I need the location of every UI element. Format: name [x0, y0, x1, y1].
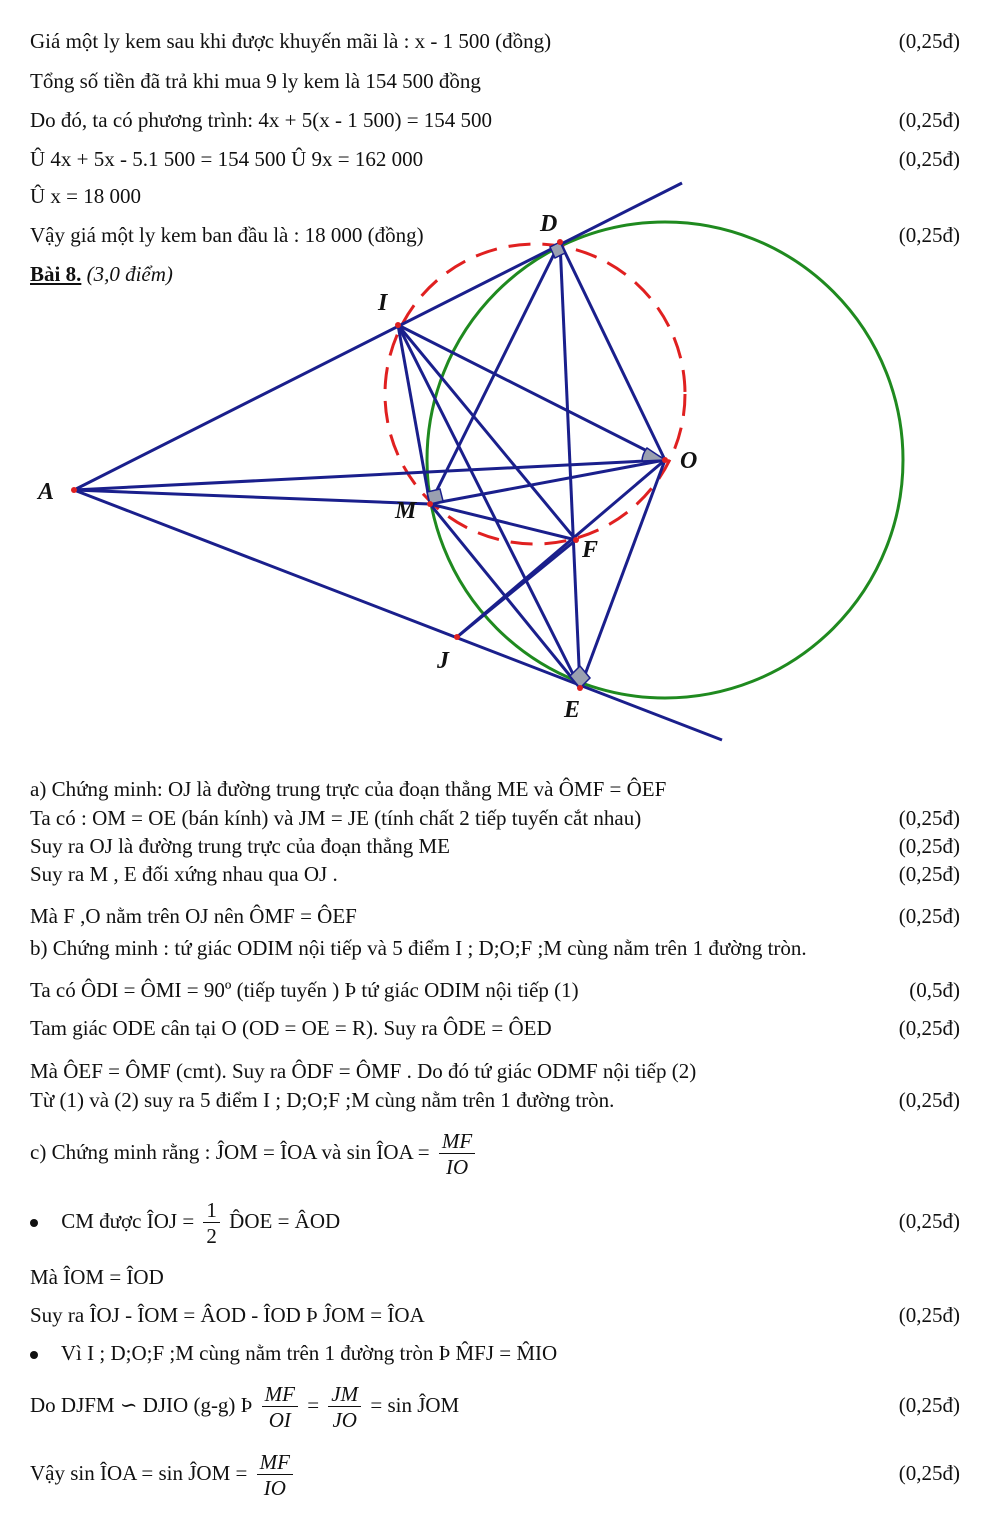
fraction-mf-oi	[262, 1382, 298, 1433]
solution-line: Do đó, ta có phương trình: 4x + 5(x - 1 500) = 154 500	[30, 108, 493, 132]
problem-points: (3,0 điểm)	[86, 262, 173, 286]
fraction-mf-io	[257, 1450, 293, 1501]
fraction-numerator: JM	[328, 1382, 361, 1407]
fraction-numerator: 1	[203, 1198, 220, 1223]
bullet-icon	[30, 1219, 38, 1227]
solution-line: Vậy giá một ly kem ban đầu là : 18 000 (đồng)	[30, 223, 424, 247]
part-a-line: Ta có : OM = OE (bán kính) và JM = JE (tính chất 2 tiếp tuyến cắt nhau)	[30, 806, 642, 830]
score: (0,25đ)	[898, 1393, 960, 1417]
label-j: J	[437, 648, 449, 674]
part-c-text: = sin ĴOM	[370, 1393, 460, 1417]
score: (0,25đ)	[898, 834, 960, 858]
fraction-denominator: 2	[206, 1223, 217, 1248]
part-c-text: Vì I ; D;O;F ;M cùng nằm trên 1 đường tròn Þ M̂FJ = M̂IO	[60, 1341, 558, 1365]
part-c-heading	[30, 1124, 479, 1180]
part-c-bullet-2	[30, 1340, 557, 1366]
fraction-mf-io	[439, 1129, 475, 1180]
point-i	[395, 322, 401, 328]
geometry-figure	[0, 0, 1000, 760]
point-o	[662, 457, 668, 463]
problem-title: Bài 8.	[30, 262, 82, 286]
label-m: M	[395, 498, 417, 524]
part-c-text: Do DJFM ∽ DJIO (g-g) Þ	[30, 1393, 253, 1417]
part-a-line: Suy ra M , E đối xứng nhau qua OJ .	[30, 862, 338, 886]
part-b-line: Ta có ÔDI = ÔMI = 90º (tiếp tuyến ) Þ tứ giác ODIM nội tiếp (1)	[30, 978, 579, 1002]
label-d: D	[540, 211, 558, 237]
solution-line: Û x = 18 000	[30, 184, 142, 208]
point-a	[71, 487, 77, 493]
score: (0,25đ)	[898, 147, 960, 171]
part-a-line: Suy ra OJ là đường trung trực của đoạn thẳng ME	[30, 834, 450, 858]
segment-if	[398, 325, 576, 540]
part-c-text: Vậy sin ÎOA = sin ĴOM =	[30, 1461, 248, 1485]
fraction-numerator: MF	[262, 1382, 298, 1407]
point-f	[573, 537, 579, 543]
score: (0,25đ)	[898, 862, 960, 886]
segment-am	[74, 490, 430, 504]
part-b-heading: b) Chứng minh : tứ giác ODIM nội tiếp và 5 điểm I ; D;O;F ;M cùng nằm trên 1 đường tròn.	[30, 936, 807, 960]
score: (0,25đ)	[898, 1461, 960, 1485]
label-f: F	[582, 537, 599, 563]
segment-ie	[398, 325, 580, 688]
part-b-line: Tam giác ODE cân tại O (OD = OE = R). Suy ra ÔDE = ÔED	[30, 1016, 552, 1040]
fraction-denominator: IO	[263, 1475, 286, 1500]
score: (0,25đ)	[898, 223, 960, 247]
segment-im	[398, 325, 430, 504]
part-c-heading-text: c) Chứng minh rằng : ĴOM = ÎOA và sin ÎOA =	[30, 1140, 430, 1164]
bullet-icon	[30, 1351, 38, 1359]
fraction-denominator: OI	[268, 1407, 291, 1432]
point-e	[577, 685, 583, 691]
segment-ao	[74, 460, 665, 490]
part-c-text: D̂OE = ÂOD	[229, 1209, 341, 1233]
score: (0,5đ)	[909, 978, 960, 1002]
fraction-one-half	[203, 1198, 220, 1249]
solution-line: Tổng số tiền đã trả khi mua 9 ly kem là 154 500 đồng	[30, 69, 481, 93]
part-c-line: Suy ra ÎOJ - ÎOM = ÂOD - ÎOD Þ ĴOM = ÎOA	[30, 1303, 425, 1327]
part-a-heading: a) Chứng minh: OJ là đường trung trực của đoạn thẳng ME và ÔMF = ÔEF	[30, 777, 667, 801]
part-c-conclusion	[30, 1445, 297, 1501]
part-a-line: Mà F ,O nằm trên OJ nên ÔMF = ÔEF	[30, 904, 357, 928]
equals-sign: =	[307, 1393, 320, 1417]
score: (0,25đ)	[898, 1209, 960, 1233]
label-i: I	[378, 290, 388, 316]
part-b-line: Từ (1) và (2) suy ra 5 điểm I ; D;O;F ;M cùng nằm trên 1 đường tròn.	[30, 1088, 615, 1112]
fraction-denominator: JO	[332, 1407, 357, 1432]
part-c-text: CM được ÎOJ =	[61, 1209, 195, 1233]
part-b-line: Mà ÔEF = ÔMF (cmt). Suy ra ÔDF = ÔMF . Do đó tứ giác ODMF nội tiếp (2)	[30, 1059, 697, 1083]
point-m	[427, 501, 433, 507]
fraction-numerator: MF	[257, 1450, 293, 1475]
label-o: O	[680, 448, 698, 474]
segment-jo	[457, 460, 665, 637]
score: (0,25đ)	[898, 806, 960, 830]
label-a: A	[38, 479, 55, 505]
score: (0,25đ)	[898, 1303, 960, 1327]
tangent-ad	[74, 183, 682, 490]
solution-line: Giá một ly kem sau khi được khuyến mãi là : x - 1 500 (đồng)	[30, 29, 552, 53]
score: (0,25đ)	[898, 29, 960, 53]
point-j	[454, 634, 460, 640]
score: (0,25đ)	[898, 108, 960, 132]
part-c-bullet-1	[30, 1193, 340, 1249]
fraction-numerator: MF	[439, 1129, 475, 1154]
part-c-similarity	[30, 1377, 459, 1433]
label-e: E	[564, 697, 581, 723]
score: (0,25đ)	[898, 904, 960, 928]
score: (0,25đ)	[898, 1088, 960, 1112]
segment-do	[560, 242, 665, 460]
score: (0,25đ)	[898, 1016, 960, 1040]
solution-line: Û 4x + 5x - 5.1 500 = 154 500 Û 9x = 162 000	[30, 147, 424, 171]
fraction-jm-jo	[328, 1382, 361, 1433]
point-d	[557, 239, 563, 245]
part-c-line: Mà ÎOM = ÎOD	[30, 1265, 164, 1289]
tangent-ae	[74, 490, 722, 740]
fraction-denominator: IO	[445, 1154, 469, 1179]
